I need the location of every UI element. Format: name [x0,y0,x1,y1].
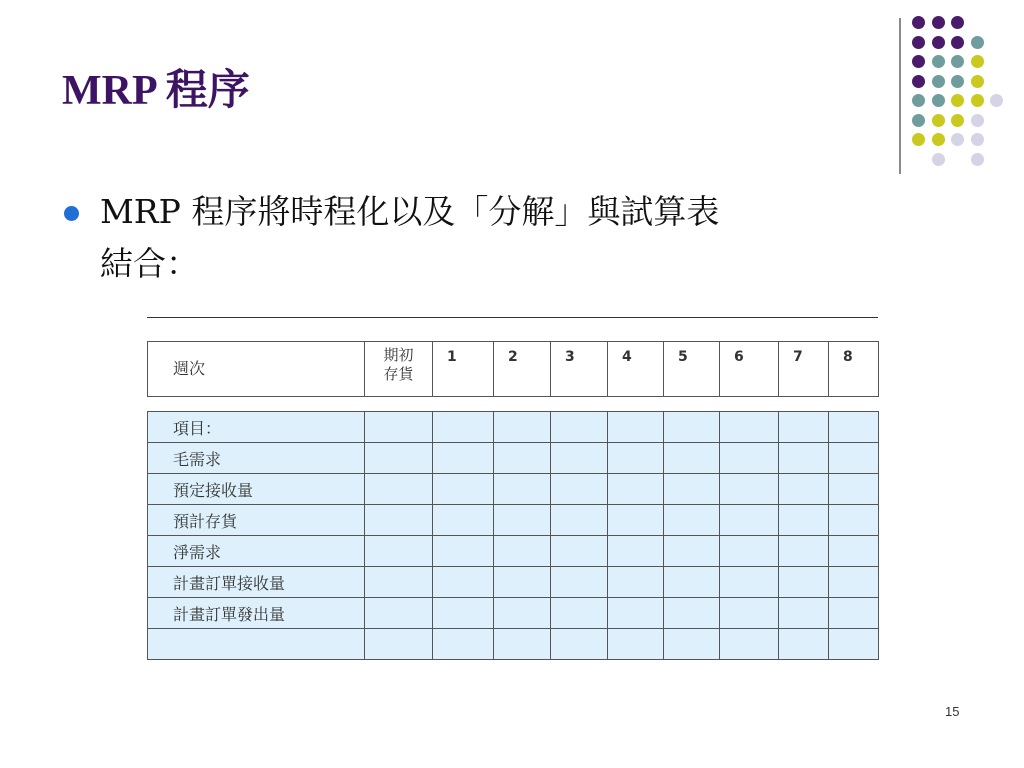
table-cell [779,567,829,598]
decoration-dot [951,133,964,146]
opening-label-line-1: 期初 [383,346,414,364]
decoration-dot [932,153,945,166]
week-header-8: 8 [829,342,879,397]
decoration-dot [951,75,964,88]
table-cell [779,412,829,443]
header-row [148,342,879,397]
table-cell [551,443,608,474]
table-cell [608,474,664,505]
table-cell [551,412,608,443]
table-cell [829,474,879,505]
decoration-dot [932,114,945,127]
opening-inventory-header [365,342,433,397]
decoration-dot [912,133,925,146]
week-header-2: 2 [494,342,551,397]
table-cell [664,505,720,536]
week-header-1: 1 [433,342,494,397]
table-cell [779,629,829,660]
table-row [148,567,879,598]
table-cell [433,567,494,598]
week-header-5: 5 [664,342,720,397]
table-cell [664,598,720,629]
table-cell [664,443,720,474]
table-cell [365,536,433,567]
table-cell [608,412,664,443]
table-cell [365,598,433,629]
table-row [148,443,879,474]
decoration-dot [971,36,984,49]
table-cell [779,536,829,567]
decoration-dot [971,75,984,88]
table-row [148,505,879,536]
table-cell [664,412,720,443]
page-number: 15 [945,704,960,719]
row-label: 計畫訂單發出量 [148,598,365,629]
table-cell [365,629,433,660]
table-cell [720,412,779,443]
table-cell [433,443,494,474]
table-row [148,598,879,629]
row-label: 計畫訂單接收量 [148,567,365,598]
table-cell [608,598,664,629]
table-cell [494,474,551,505]
decoration-dot [912,55,925,68]
decoration-dot [971,94,984,107]
bullet-text-line-1: MRP 程序將時程化以及「分解」與試算表 [100,192,720,231]
table-cell [829,412,879,443]
table-cell [365,412,433,443]
row-label: 項目： [148,412,365,443]
table-cell [720,536,779,567]
table-cell [494,505,551,536]
mrp-body-table [147,411,879,660]
table-cell [829,567,879,598]
decoration-dot [990,94,1003,107]
table-cell [494,412,551,443]
decoration-divider-line [899,18,901,174]
mrp-header-table [147,341,879,397]
table-cell [664,474,720,505]
table-cell [433,474,494,505]
table-cell [720,567,779,598]
decoration-dot [971,133,984,146]
decoration-dot [932,16,945,29]
week-header-7: 7 [779,342,829,397]
table-cell [494,598,551,629]
table-cell [608,505,664,536]
page-title: MRP 程序 [62,68,250,114]
table-cell [829,443,879,474]
bullet-text-line-2: 結合： [100,244,199,283]
row-label [148,629,365,660]
decoration-dot [971,114,984,127]
table-cell [551,505,608,536]
decoration-dot [951,114,964,127]
decoration-dot [951,16,964,29]
table-cell [551,474,608,505]
table-cell [664,536,720,567]
table-top-rule [147,317,878,318]
table-cell [779,474,829,505]
table-cell [433,412,494,443]
table-cell [720,598,779,629]
decoration-dot [932,36,945,49]
table-cell [720,505,779,536]
decoration-dot [951,94,964,107]
table-cell [779,505,829,536]
table-cell [433,598,494,629]
table-cell [433,536,494,567]
bullet-icon [64,206,79,221]
row-label: 淨需求 [148,536,365,567]
decoration-dot [912,36,925,49]
table-cell [779,443,829,474]
table-cell [551,536,608,567]
decoration-dot [951,36,964,49]
table-cell [664,629,720,660]
table-cell [829,536,879,567]
table-cell [365,474,433,505]
decoration-dot [912,75,925,88]
table-cell [608,536,664,567]
bullet-text [100,186,960,290]
decoration-dot [932,133,945,146]
table-cell [551,567,608,598]
table-cell [433,629,494,660]
decoration-dot [912,114,925,127]
table-cell [494,443,551,474]
table-row [148,474,879,505]
row-label: 預定接收量 [148,474,365,505]
decoration-dot [932,94,945,107]
table-row [148,536,879,567]
table-cell [494,567,551,598]
decoration-dot [971,153,984,166]
table-cell [664,567,720,598]
table-cell [608,629,664,660]
week-header-label: 週次 [148,342,365,397]
table-cell [829,505,879,536]
table-row [148,412,879,443]
decoration-dot [971,55,984,68]
decoration-dot [912,16,925,29]
week-header-4: 4 [608,342,664,397]
table-cell [494,536,551,567]
table-cell [720,443,779,474]
table-cell [365,505,433,536]
decoration-dot [932,75,945,88]
table-cell [365,443,433,474]
week-header-6: 6 [720,342,779,397]
table-cell [551,629,608,660]
table-cell [829,629,879,660]
row-label: 預計存貨 [148,505,365,536]
table-cell [608,567,664,598]
table-cell [720,474,779,505]
table-cell [494,629,551,660]
decoration-dot [912,94,925,107]
week-header-3: 3 [551,342,608,397]
table-row [148,629,879,660]
table-cell [365,567,433,598]
table-cell [551,598,608,629]
decoration-dot [932,55,945,68]
decoration-dot [951,55,964,68]
row-label: 毛需求 [148,443,365,474]
opening-label-line-2: 存貨 [383,365,414,383]
table-cell [720,629,779,660]
table-cell [829,598,879,629]
table-cell [608,443,664,474]
table-cell [779,598,829,629]
table-cell [433,505,494,536]
